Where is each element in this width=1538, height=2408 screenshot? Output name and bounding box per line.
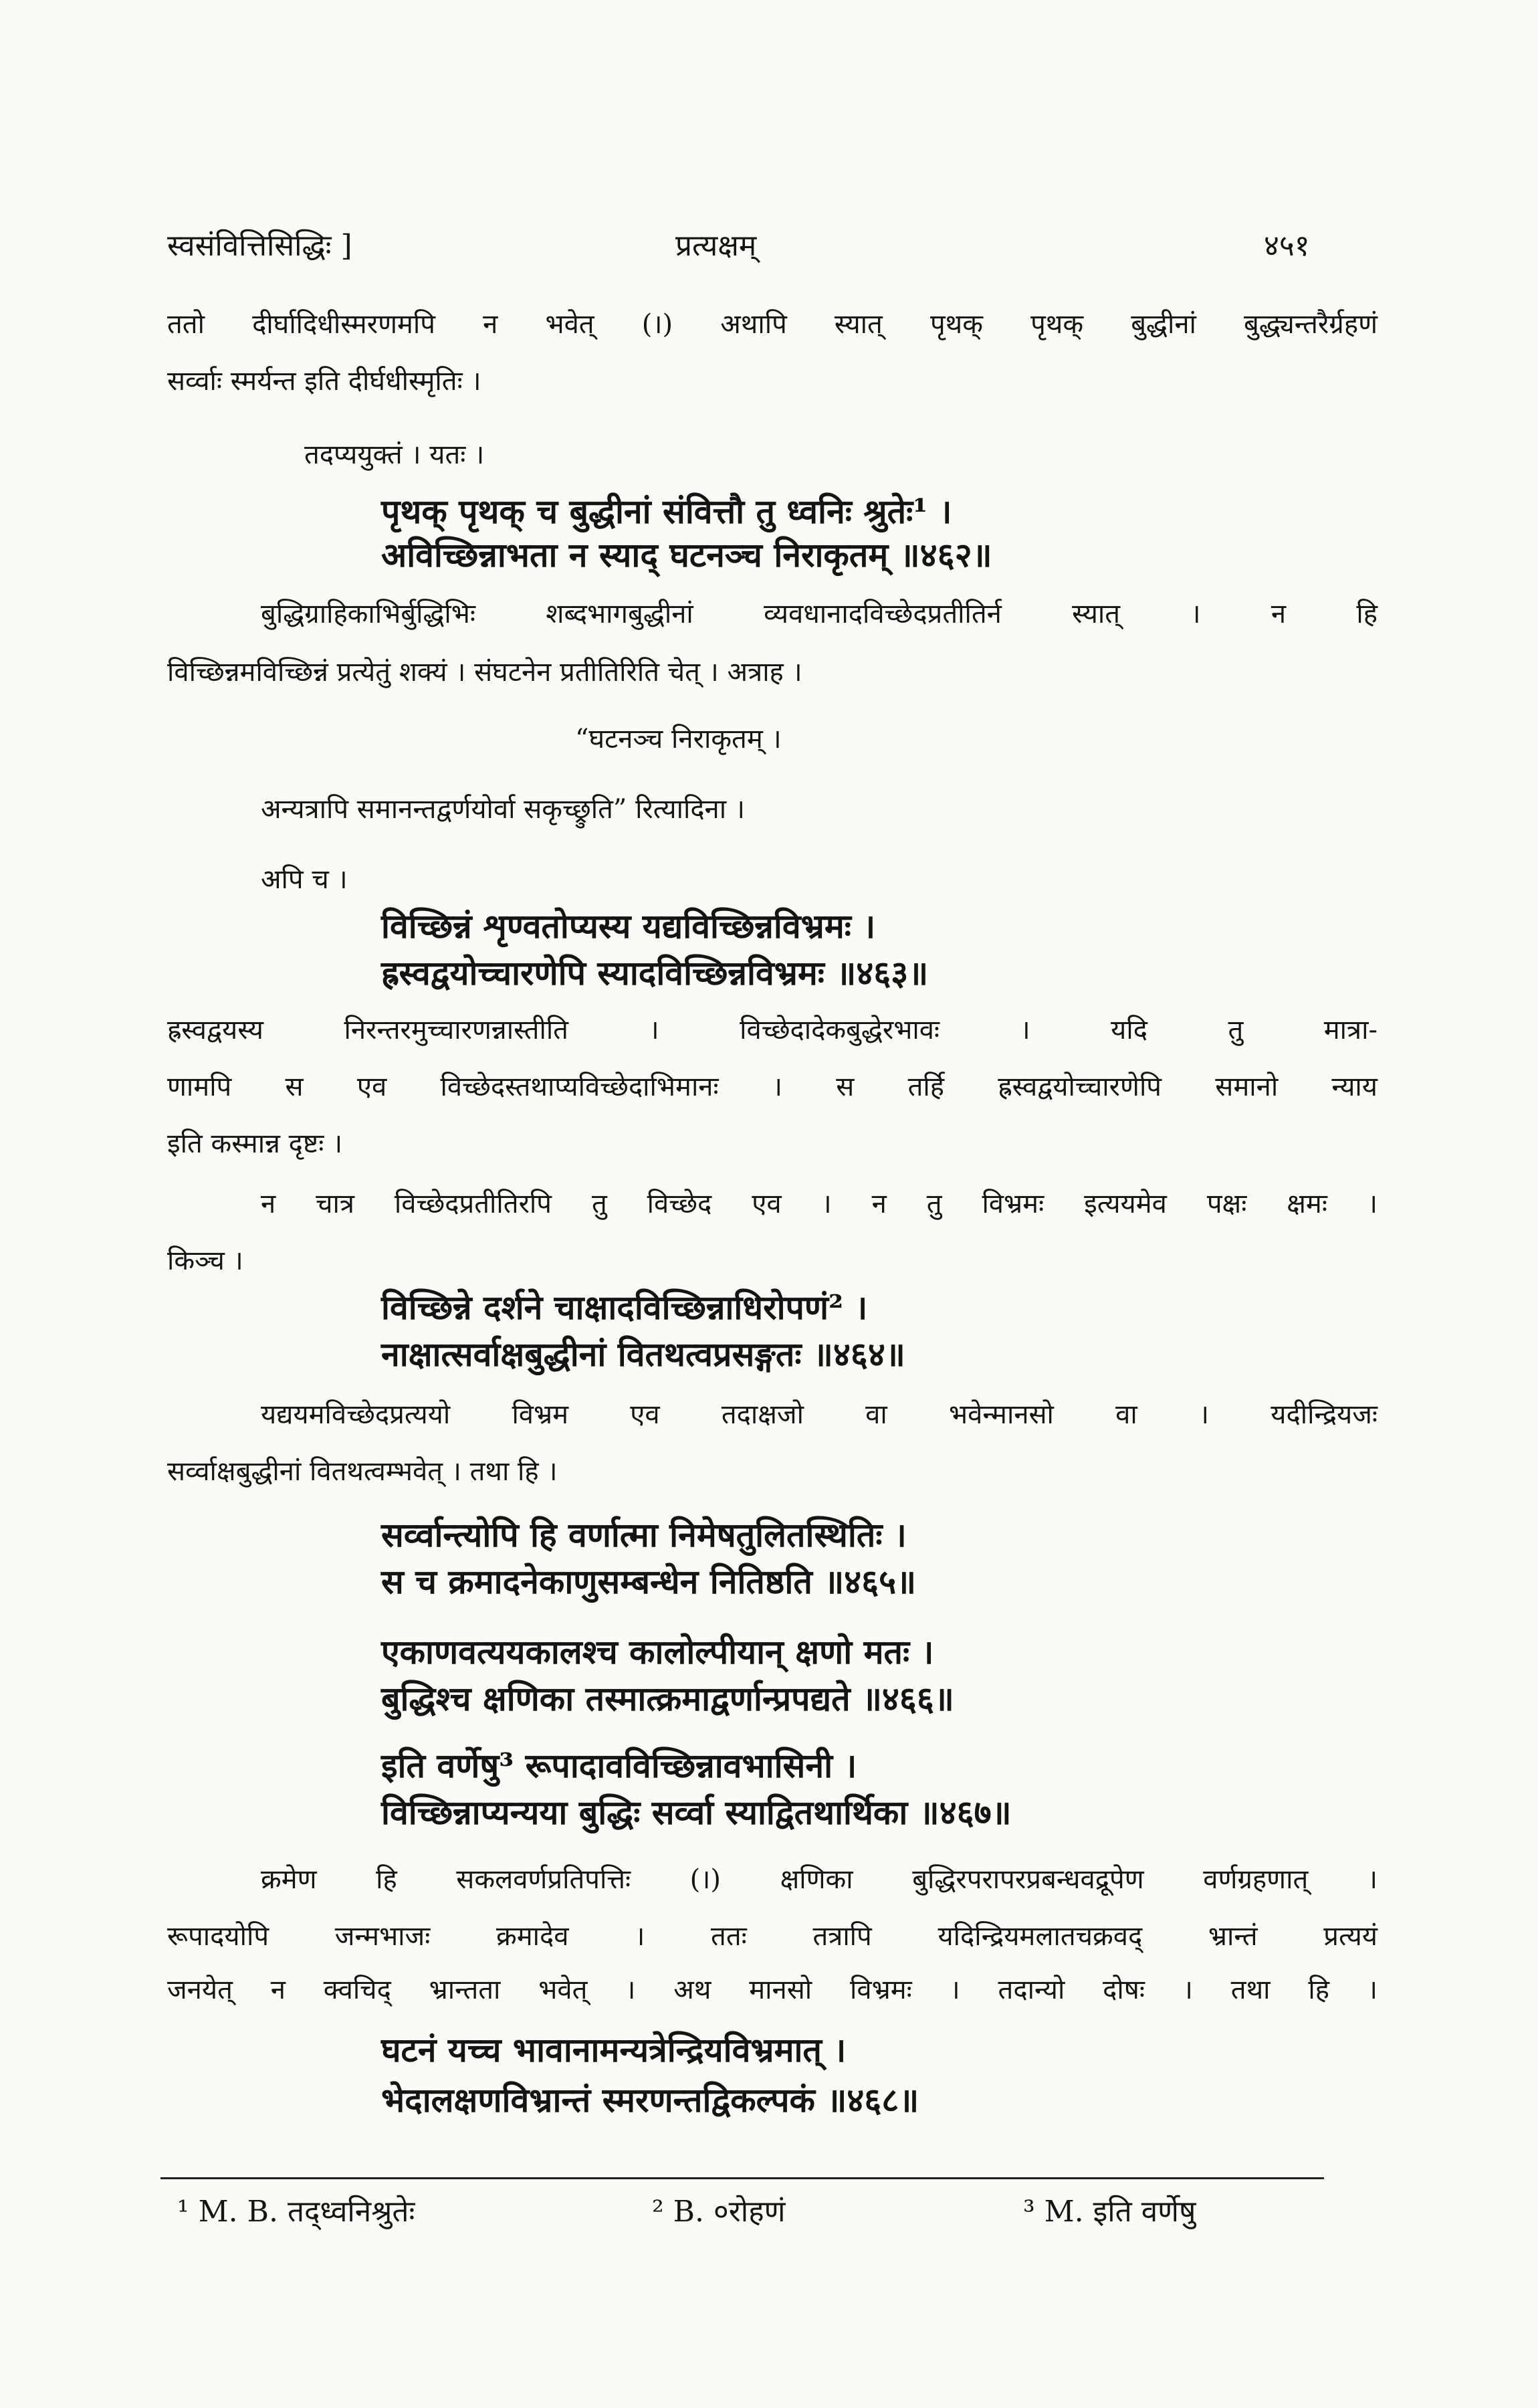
prose-line: रूपादयोपि जन्मभाजः क्रमादेव । ततः तत्रापि यदिन्द्रियमलातचक्रवद् भ्रान्तं प्रत्ययं: [167, 1921, 1378, 1952]
verse-line: पृथक् पृथक् च बुद्धीनां संवित्तौ तु ध्वनिः श्रुतेः¹ ।: [381, 492, 952, 531]
verse-line: सर्व्वान्त्योपि हि वर्णात्मा निमेषतुलितस्थितिः ।: [381, 1515, 907, 1554]
prose-line: अपि च ।: [261, 864, 348, 895]
running-header-left: स्वसंवित्तिसिद्धिः ]: [167, 229, 352, 263]
quotation-line: “घटनञ्च निराकृतम् ।: [575, 724, 782, 755]
verse-line: स च क्रमादनेकाणुसम्बन्धेन नितिष्ठति ॥४६५॥: [381, 1562, 917, 1601]
running-header-center: प्रत्यक्षम्: [675, 229, 757, 263]
verse-line: एकाणवत्ययकालश्च कालोल्पीयान् क्षणो मतः ।: [381, 1632, 934, 1672]
prose-line: किञ्च ।: [167, 1245, 243, 1276]
prose-line: णामपि स एव विच्छेदस्तथाप्यविच्छेदाभिमानः । स तर्हि ह्रस्वद्वयोच्चारणेपि समानो न्याय: [167, 1072, 1378, 1102]
prose-line: सर्व्वाक्षबुद्धीनां वितथत्वम्भवेत् । तथा हि ।: [167, 1456, 558, 1487]
page-number: ४५१: [1264, 229, 1310, 263]
verse-line: विच्छिन्नं शृण्वतोप्यस्य यद्यविच्छिन्नविभ्रमः ।: [381, 906, 876, 946]
verse-line: बुद्धिश्च क्षणिका तस्मात्क्रमाद्वर्णान्प्रपद्यते ॥४६६॥: [381, 1679, 954, 1718]
prose-line: क्रमेण हि सकलवर्णप्रतिपत्तिः (।) क्षणिका बुद्धिरपरापरप्रबन्धवद्रूपेण वर्णग्रहणात् ।: [261, 1864, 1378, 1895]
prose-line: इति कस्मान्न दृष्टः ।: [167, 1128, 343, 1159]
prose-line: ह्रस्वद्वयस्य निरन्तरमुच्चारणन्नास्तीति । विच्छेदादेकबुद्धेरभावः । यदि तु मात्रा-: [167, 1015, 1378, 1045]
verse-line: विच्छिन्नाप्यन्यया बुद्धिः सर्व्वा स्याद्वितथार्थिका ॥४६७॥: [381, 1793, 1012, 1832]
verse-line: भेदालक्षणविभ्रान्तं स्मरणन्तद्विकल्पकं ॥४६८॥: [381, 2080, 919, 2120]
prose-line: अन्यत्रापि समानन्तद्वर्णयोर्वा सकृच्छ्रुति” रित्यादिना ।: [261, 794, 745, 825]
footnote-divider: [160, 2177, 1324, 2179]
prose-line: न चात्र विच्छेदप्रतीतिरपि तु विच्छेद एव । न तु विभ्रमः इत्ययमेव पक्षः क्षमः ।: [261, 1189, 1378, 1219]
prose-line: यद्ययमविच्छेदप्रत्ययो विभ्रम एव तदाक्षजो वा भवेन्मानसो वा । यदीन्द्रियजः: [261, 1399, 1378, 1430]
prose-line: तदप्ययुक्तं । यतः ।: [304, 439, 485, 470]
prose-line: जनयेत् न क्वचिद् भ्रान्तता भवेत् । अथ मानसो विभ्रमः । तदान्यो दोषः । तथा हि ।: [167, 1975, 1378, 2005]
footnote: ³ M. इति वर्णेषु: [1023, 2195, 1196, 2229]
prose-line: विच्छिन्नमविच्छिन्नं प्रत्येतुं शक्यं । संघटनेन प्रतीतिरिति चेत् । अत्राह ।: [167, 657, 802, 688]
footnote: ² B. ०रोहणं: [652, 2195, 786, 2229]
verse-line: नाक्षात्सर्वाक्षबुद्धीनां वितथत्वप्रसङ्गतः ॥४६४॥: [381, 1334, 905, 1374]
footnote: ¹ M. B. तद्ध्वनिश्रुतेः: [177, 2195, 415, 2229]
prose-line: ततो दीर्घादिधीस्मरणमपि न भवेत् (।) अथापि स्यात् पृथक् पृथक् बुद्धीनां बुद्ध्यन्तरैर्ग्रहणं: [167, 309, 1378, 340]
prose-line: सर्व्वाः स्मर्यन्त इति दीर्घधीस्मृतिः ।: [167, 366, 481, 397]
verse-line: ह्रस्वद्वयोच्चारणेपि स्यादविच्छिन्नविभ्रमः ॥४६३॥: [381, 953, 929, 993]
verse-line: विच्छिन्ने दर्शने चाक्षादविच्छिन्नाधिरोपणं² ।: [381, 1288, 868, 1327]
verse-line: घटनं यच्च भावानामन्यत्रेन्द्रियविभ्रमात् ।: [381, 2030, 847, 2070]
verse-line: इति वर्णेषु³ रूपादावविच्छिन्नावभासिनी ।: [381, 1746, 857, 1785]
prose-line: बुद्धिग्राहिकाभिर्बुद्धिभिः शब्दभागबुद्धीनां व्यवधानादविच्छेदप्रतीतिर्न स्यात् । न हि: [261, 599, 1378, 629]
verse-line: अविच्छिन्नाभता न स्याद् घटनञ्च निराकृतम् ॥४६२॥: [381, 535, 992, 575]
